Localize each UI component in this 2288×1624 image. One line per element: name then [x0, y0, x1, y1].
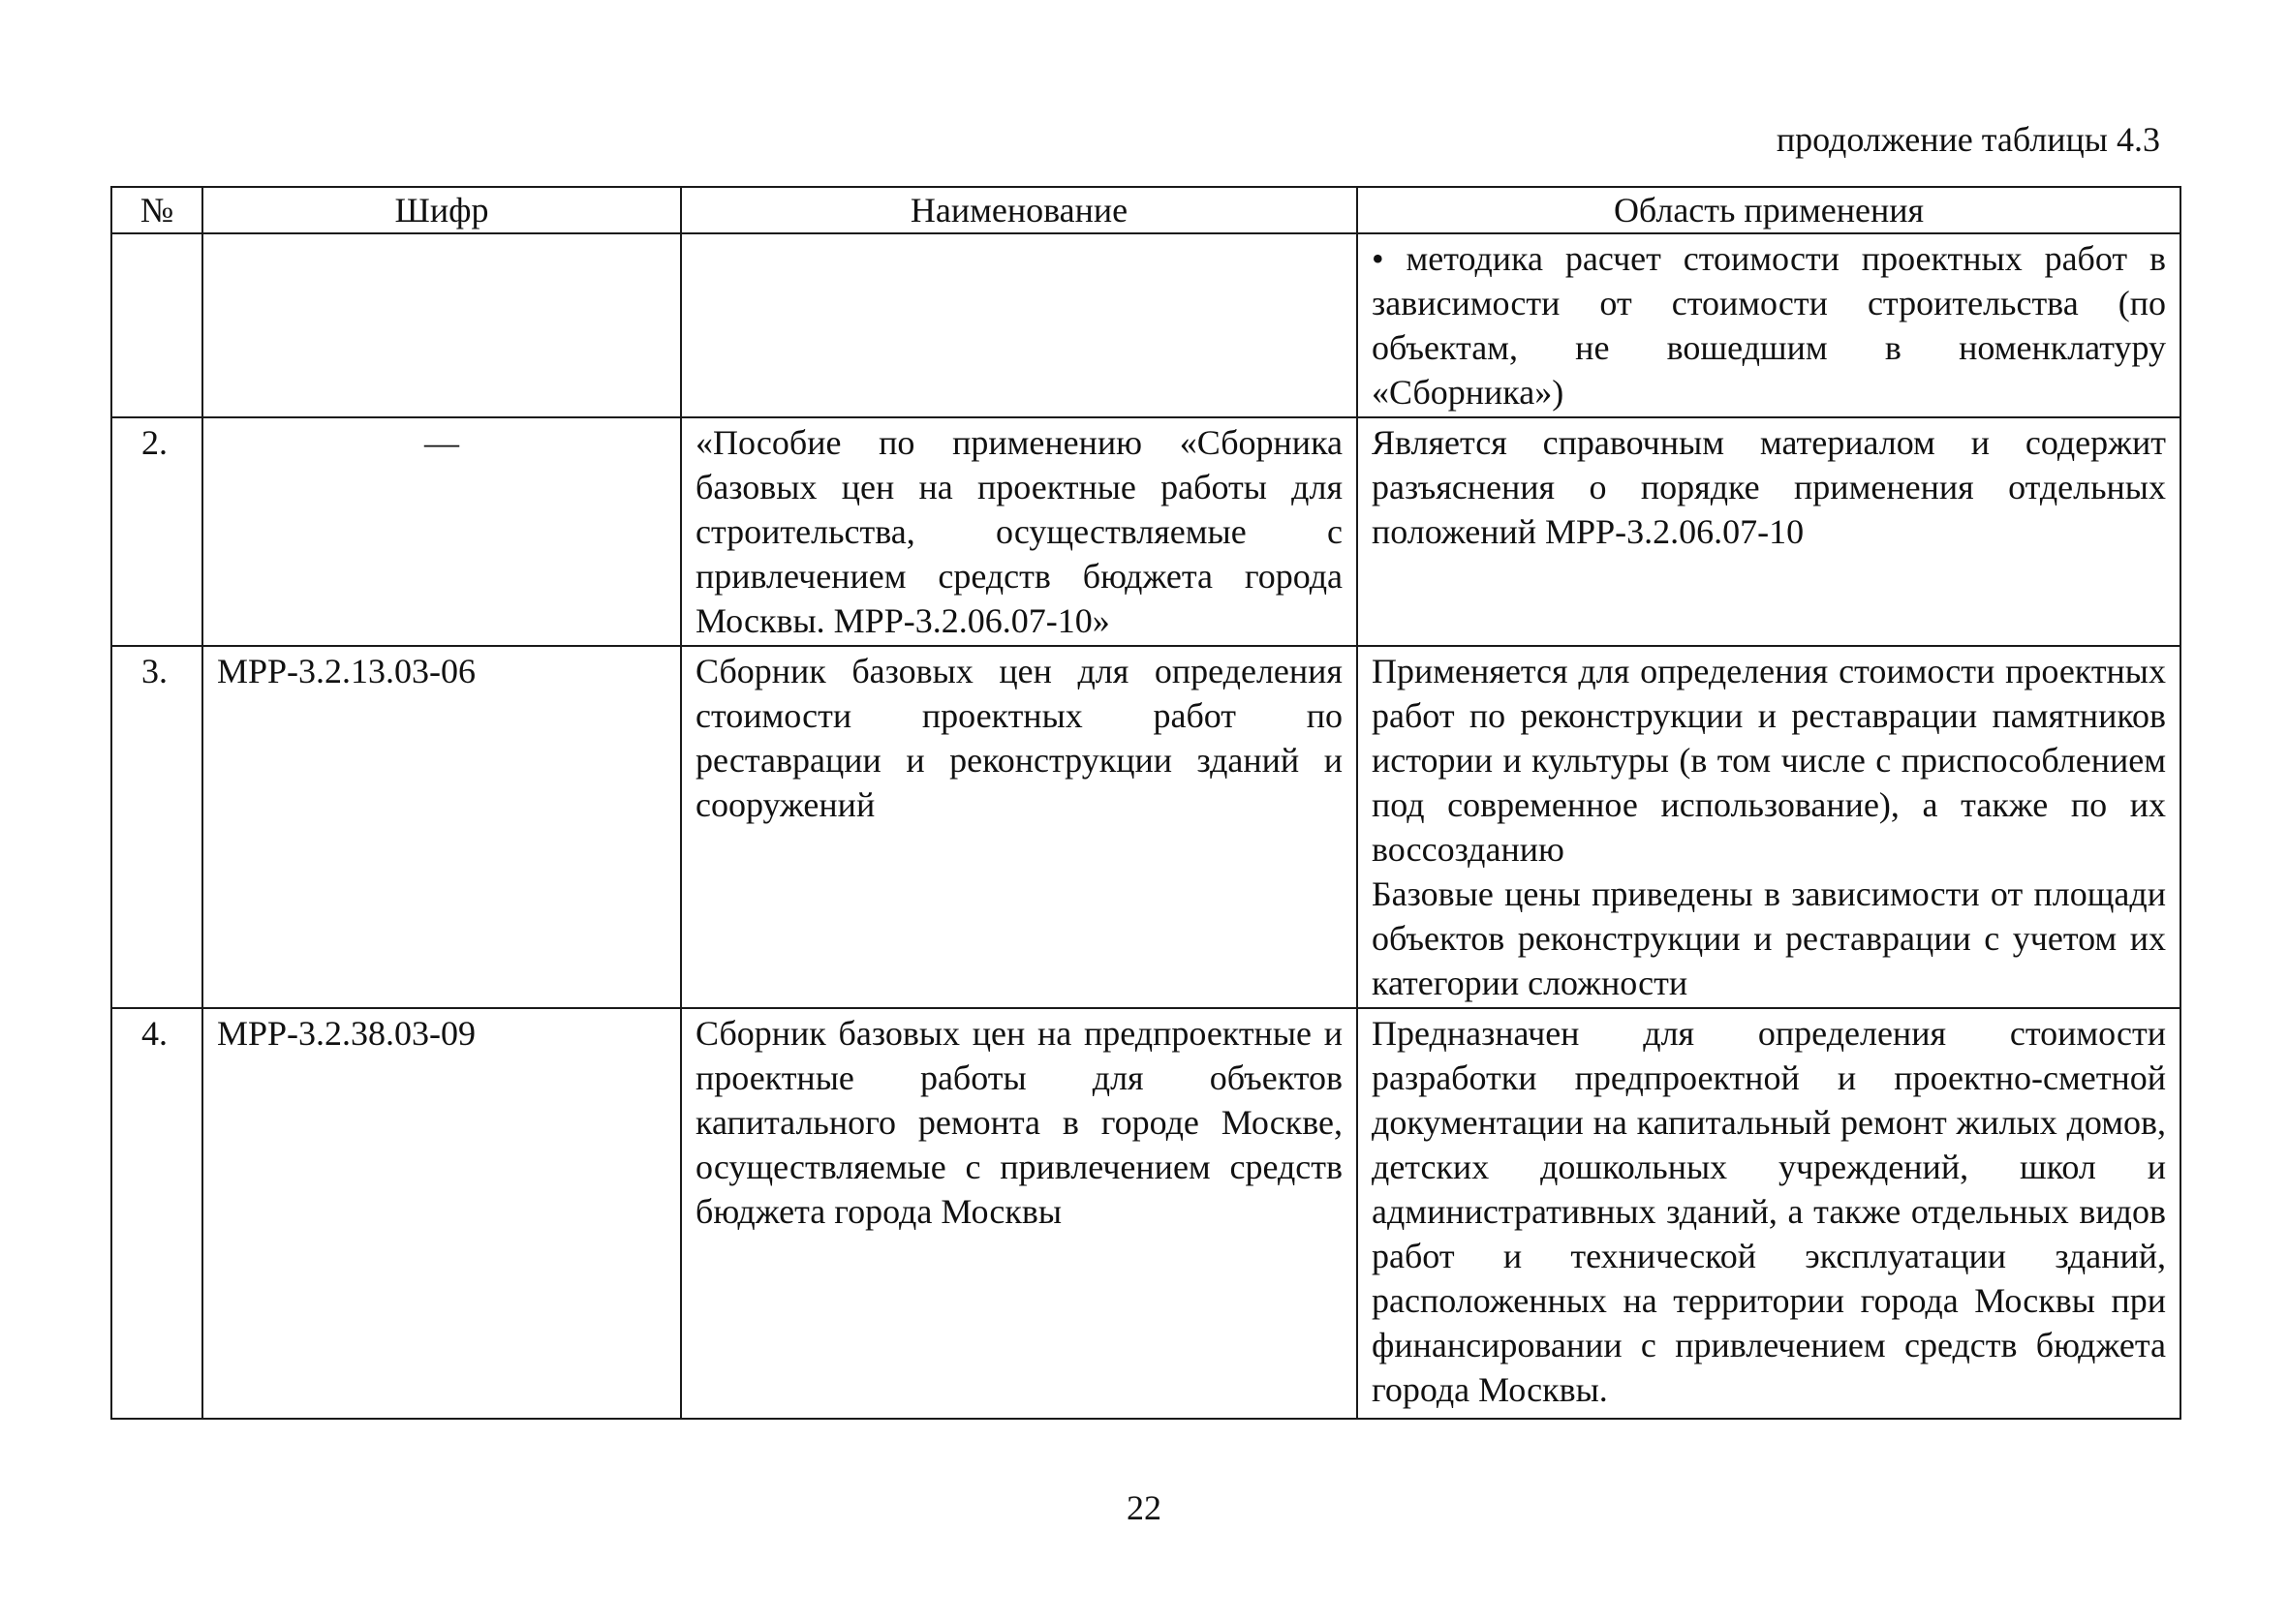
row-number: 3. [111, 646, 202, 1008]
row-scope-note: Базовые цены приведены в зависимости от площади объектов реконструкции и реставрации с учетом их категории сложности [1372, 874, 2166, 1002]
row-scope: • методика расчет стоимости проектных работ в зависимости от стоимости строительства (по объектам, не вошедшим в номенклатуру «Сборника») [1357, 233, 2180, 417]
table-row [111, 417, 2180, 646]
table-row [111, 646, 2180, 1008]
row-number: 2. [111, 417, 202, 646]
header-name: Наименование [681, 187, 1357, 233]
table-caption: продолжение таблицы 4.3 [1776, 120, 2160, 159]
row-code [202, 233, 681, 417]
row-code: — [202, 417, 681, 646]
header-scope: Область применения [1357, 187, 2180, 233]
page-number: 22 [1127, 1488, 1161, 1527]
row-number [111, 233, 202, 417]
table-row [111, 233, 2180, 417]
table-header-row [111, 187, 2180, 233]
row-scope: Применяется для определения стоимости проектных работ по реконструкции и реставрации памятников истории и культуры (в том числе с приспособлением под современное использование), а также по их воссозданию [1372, 652, 2166, 869]
row-code: МРР-3.2.13.03-06 [202, 646, 681, 1008]
row-scope-cell [1357, 646, 2180, 1008]
row-scope: Предназначен для определения стоимости разработки предпроектной и проектно-сметной документации на капитальный ремонт жилых домов, детских дошкольных учреждений, школ и административных зданий, а также отдельных видов работ и технической эксплуатации зданий, расположенных на территории города Москвы при финансировании с привлечением средств бюджета города Москвы. [1357, 1008, 2180, 1419]
row-code: МРР-3.2.38.03-09 [202, 1008, 681, 1419]
row-name: Сборник базовых цен на предпроектные и проектные работы для объектов капитального ремонта в городе Москве, осуществляемые с привлечением средств бюджета города Москвы [681, 1008, 1357, 1419]
header-number: № [111, 187, 202, 233]
normative-documents-table [110, 186, 2181, 1420]
row-number: 4. [111, 1008, 202, 1419]
row-name: «Пособие по применению «Сборника базовых цен на проектные работы для строительства, осуществляемые с привлечением средств бюджета города Москвы. МРР-3.2.06.07-10» [681, 417, 1357, 646]
row-name: Сборник базовых цен для определения стоимости проектных работ по реставрации и реконструкции зданий и сооружений [681, 646, 1357, 1008]
table-row [111, 1008, 2180, 1419]
row-name [681, 233, 1357, 417]
row-scope: Является справочным материалом и содержит разъяснения о порядке применения отдельных положений МРР-3.2.06.07-10 [1357, 417, 2180, 646]
header-code: Шифр [202, 187, 681, 233]
